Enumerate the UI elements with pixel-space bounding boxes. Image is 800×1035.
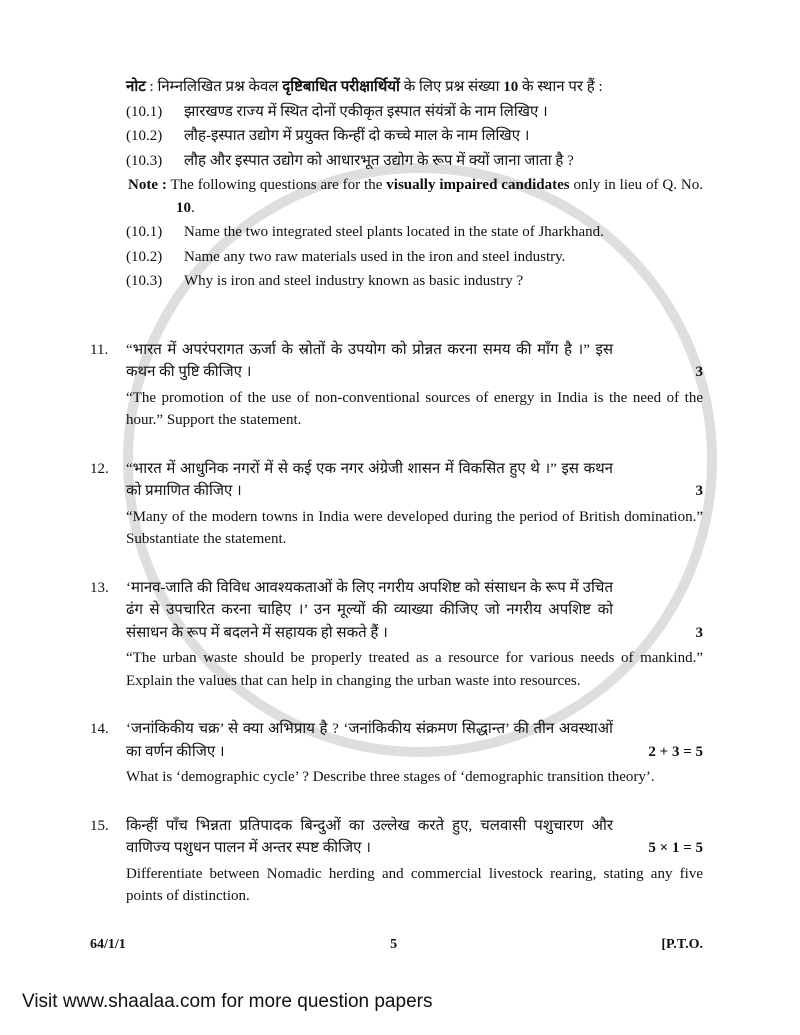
note-text: . [191,199,195,216]
sub-question [126,246,703,269]
sub-question [126,221,703,244]
note-label: Note : [128,177,167,193]
question-11 [90,339,703,432]
pto-label: [P.T.O. [661,936,703,952]
question-hindi: ‘मानव-जाति की विविध आवश्यकताओं के लिए नगरीय अपशिष्ट को संसाधन के रूप में उचित ढंग से उपचारित करना चाहिए ।’ उन मूल्यों की व्याख्या कीजिए जो नगरीय अपशिष्ट को संसाधन के रूप में बदलने में सहायक हो सकते हैं । [126,579,613,641]
question-13 [90,577,703,693]
question-number: 15. [90,817,109,834]
sub-text: Name the two integrated steel plants located in the state of Jharkhand. [184,224,604,240]
sub-label: (10.3) [126,273,163,289]
question-hindi: ‘जनांकिकीय चक्र’ से क्या अभिप्राय है ? ‘जनांकिकीय संक्रमण सिद्धान्त’ की तीन अवस्थाओं का वर्णन कीजिए । [126,721,613,760]
question-number: 13. [90,579,109,596]
question-english: “The urban waste should be properly treated as a resource for various needs of mankind.” Explain the values that can help in changing the urban waste into resources. [126,650,703,689]
question-number: 14. [90,721,109,737]
question-marks: 3 [695,624,703,641]
page-footer [90,934,703,957]
question-hindi: “भारत में आधुनिक नगरों में से कई एक नगर अंग्रेजी शासन में विकसित हुए थे ।” इस कथन को प्रमाणित कीजिए । [126,460,613,499]
question-14 [90,718,703,789]
note-text: : निम्नलिखित प्रश्न केवल [145,79,283,95]
note-text: के स्थान पर हैं : [518,79,603,95]
page-number: 5 [390,936,398,952]
sub-question [126,125,703,148]
question-marks: 5 × 1 = 5 [648,840,703,856]
sub-text: Why is iron and steel industry known as basic industry ? [184,273,524,289]
question-hindi: किन्हीं पाँच भिन्नता प्रतिपादक बिन्दुओं का उल्लेख करते हुए, चलवासी पशुचारण और वाणिज्य पशुधन पालन में अन्तर स्पष्ट कीजिए । [126,817,613,856]
note-qno: 10 [503,79,519,95]
question-english: “The promotion of the use of non-conventional sources of energy in India is the need of the hour.” Support the statement. [126,389,703,428]
sub-text: झारखण्ड राज्य में स्थित दोनों एकीकृत इस्पात संयंत्रों के नाम लिखिए । [184,103,548,120]
sub-text: लौह-इस्पात उद्योग में प्रयुक्त किन्हीं दो कच्चे माल के नाम लिखिए । [184,128,530,144]
sub-question [126,101,703,124]
sub-label: (10.3) [126,152,163,169]
note-english [128,174,703,219]
sub-question [126,150,703,173]
paper-code: 64/1/1 [90,936,126,952]
sub-text: Name any two raw materials used in the iron and steel industry. [184,248,566,265]
question-marks: 3 [695,483,703,499]
question-12 [90,458,703,551]
sub-label: (10.2) [126,248,163,265]
sub-label: (10.1) [126,224,163,240]
note-bold: दृष्टिबाधित परीक्षार्थियों [282,79,400,95]
question-15 [90,815,703,908]
sub-question [126,270,703,293]
question-english: What is ‘demographic cycle’ ? Describe three stages of ‘demographic transition theory’. [126,769,655,785]
question-hindi: “भारत में अपरंपरागत ऊर्जा के स्रोतों के उपयोग को प्रोन्नत करना समय की माँग है ।” इस कथन की पुष्टि कीजिए । [126,341,613,380]
question-number: 12. [90,460,109,477]
question-english: Differentiate between Nomadic herding and commercial livestock rearing, stating any five points of distinction. [126,865,703,904]
note-hindi [126,76,703,99]
note-label: नोट [126,79,146,95]
note-text: only in lieu of Q. No. [569,177,703,193]
question-marks: 2 + 3 = 5 [648,743,703,760]
sub-text: लौह और इस्पात उद्योग को आधारभूत उद्योग के रूप में क्यों जाना जाता है ? [184,152,574,169]
bottom-banner-link[interactable]: Visit www.shaalaa.com for more question papers [22,991,433,1012]
note-qno: 10 [176,199,191,216]
sub-label: (10.2) [126,128,163,144]
question-number: 11. [90,341,109,358]
note-text: The following questions are for the [166,177,387,193]
question-english: “Many of the modern towns in India were developed during the period of British domination.” Substantiate the statement. [126,508,703,547]
question-marks: 3 [695,364,703,380]
note-text: के लिए प्रश्न संख्या [399,79,504,95]
note-bold: visually impaired candidates [386,177,570,193]
sub-label: (10.1) [126,103,163,120]
